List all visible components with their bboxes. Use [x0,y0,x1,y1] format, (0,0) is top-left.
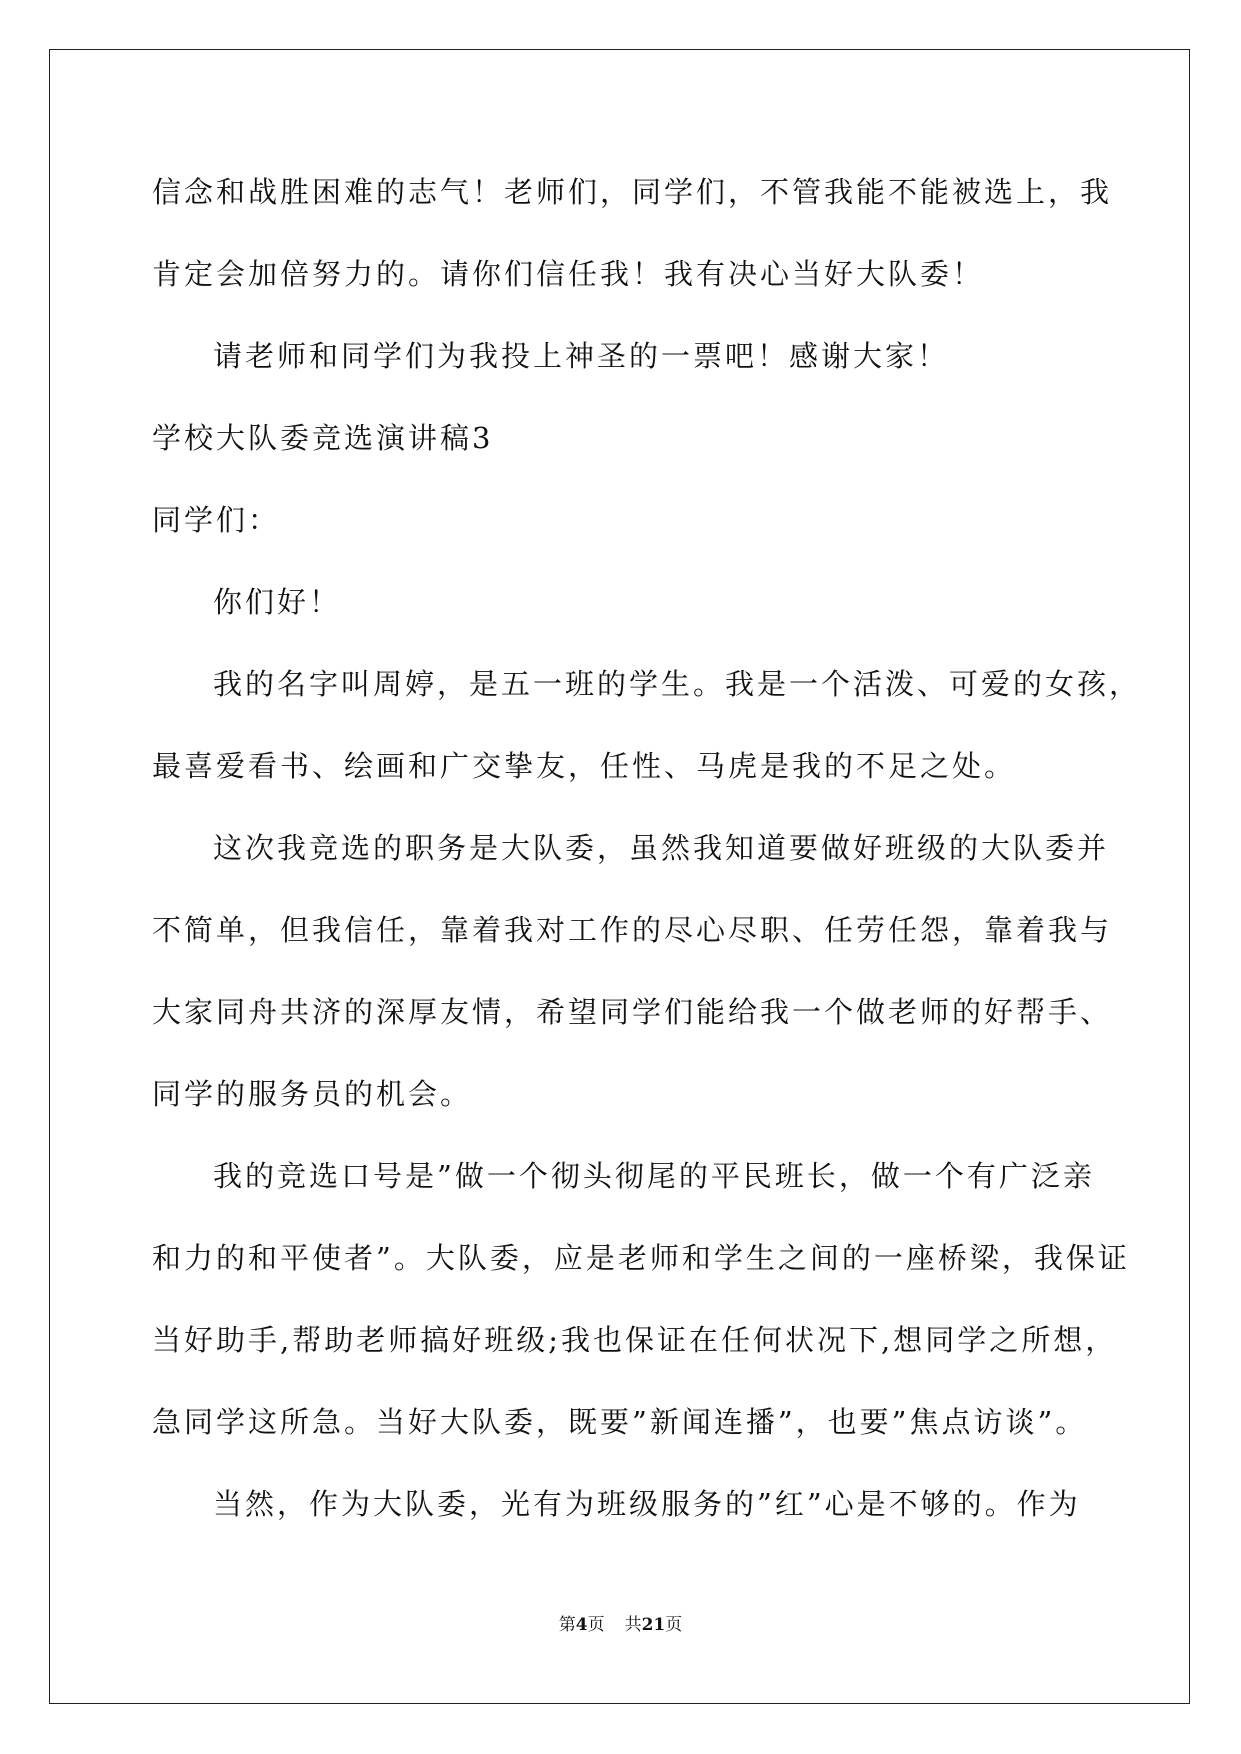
body-line: 同学的服务员的机会。 [152,1077,473,1111]
page-prefix: 第 [558,1615,576,1635]
body-line: 当好助手,帮助老师搞好班级;我也保证在任何状况下,想同学之所想， [152,1323,1118,1357]
paragraph-line: 我的名字叫周婷，是五一班的学生。我是一个活泼、可爱的女孩， [213,667,1142,701]
paragraph-line: 当然，作为大队委，光有为班级服务的”红”心是不够的。作为 [213,1487,1081,1521]
page-mid: 页 [587,1615,605,1635]
page-border [49,49,1190,1704]
body-line: 最喜爱看书、绘画和广交挚友，任性、马虎是我的不足之处。 [152,749,1017,783]
total-suffix: 页 [665,1615,683,1635]
body-line: 急同学这所急。当好大队委，既要”新闻连播”，也要”焦点访谈”。 [152,1405,1088,1439]
body-line: 信念和战胜困难的志气！老师们，同学们，不管我能不能被选上，我 [152,175,1113,209]
body-line: 不简单，但我信任，靠着我对工作的尽心尽职、任劳任怨，靠着我与 [152,913,1113,947]
page-footer [0,1614,1241,1636]
total-prefix: 共 [624,1615,642,1635]
paragraph-line: 这次我竞选的职务是大队委，虽然我知道要做好班级的大队委并 [213,831,1110,865]
section-heading: 学校大队委竞选演讲稿3 [152,421,494,455]
salutation: 同学们： [152,503,281,537]
page-total: 21 [641,1615,666,1635]
paragraph-line: 请老师和同学们为我投上神圣的一票吧！感谢大家！ [213,339,950,373]
body-line: 大家同舟共济的深厚友情，希望同学们能给我一个做老师的好帮手、 [152,995,1113,1029]
page-current: 4 [575,1615,588,1635]
paragraph-line: 你们好！ [213,585,342,619]
body-line: 和力的和平使者”。大队委，应是老师和学生之间的一座桥梁，我保证 [152,1241,1130,1275]
body-line: 肯定会加倍努力的。请你们信任我！我有决心当好大队委！ [152,257,985,291]
paragraph-line: 我的竞选口号是”做一个彻头彻尾的平民班长，做一个有广泛亲 [213,1159,1095,1193]
